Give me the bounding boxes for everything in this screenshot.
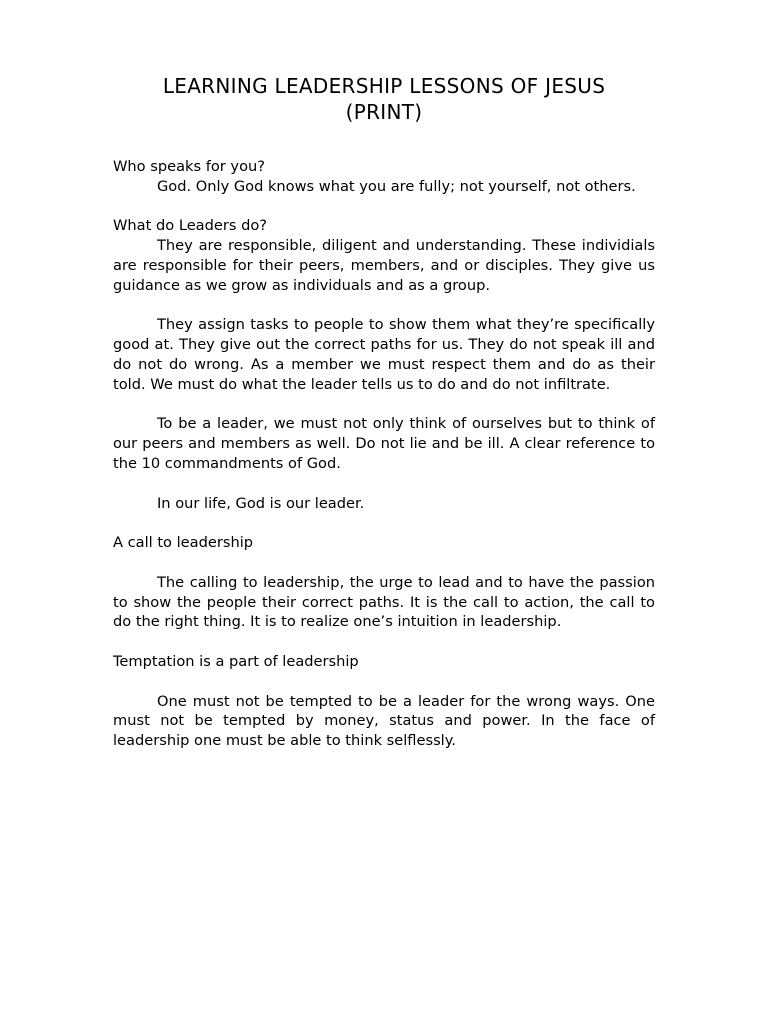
paragraph-block: [113, 414, 655, 473]
paragraph: The calling to leadership, the urge to lead and to have the passion to show the people their correct paths. It is the call to action, the call to do the right thing. It is to realize one’s intuition in leadership.: [113, 573, 655, 631]
title-line-1: LEARNING LEADERSHIP LESSONS OF JESUS: [162, 74, 606, 98]
paragraph: To be a leader, we must not only think of ourselves but to think of our peers and members as well. Do not lie and be ill. A clear reference to the 10 commandments of God.: [113, 415, 655, 472]
document-page: [113, 73, 655, 771]
title-line-2: (PRINT): [345, 100, 423, 124]
paragraph-block: [113, 315, 655, 394]
section-heading-block: [113, 533, 655, 553]
paragraph-block: [113, 494, 655, 514]
paragraph-block: [113, 692, 655, 751]
section-who-speaks: [113, 157, 655, 197]
section-heading: Temptation is a part of leadership: [113, 652, 359, 670]
section-heading-block: [113, 652, 655, 672]
paragraph-block: [113, 573, 655, 632]
section-heading: A call to leadership: [113, 534, 254, 552]
paragraph: One must not be tempted to be a leader for the wrong ways. One must not be tempted by money, status and power. In the face of leadership one must be able to think selflessly.: [113, 692, 655, 750]
section-what-leaders-do: [113, 216, 655, 295]
paragraph: In our life, God is our leader.: [157, 494, 365, 512]
paragraph: They are responsible, diligent and understanding. These individials are responsible for their peers, members, and or disciples. They give us guidance as we grow as individuals and as a group.: [113, 237, 655, 294]
paragraph: They assign tasks to people to show them what they’re specifically good at. They give out the correct paths for us. They do not speak ill and do not do wrong. As a member we must respect them and do as their told. We must do what the leader tells us to do and do not infiltrate.: [113, 316, 655, 393]
section-question: Who speaks for you?: [113, 158, 265, 175]
document-title: [113, 73, 655, 125]
section-answer: God. Only God knows what you are fully; not yourself, not others.: [157, 177, 636, 195]
section-question: What do Leaders do?: [113, 217, 268, 235]
